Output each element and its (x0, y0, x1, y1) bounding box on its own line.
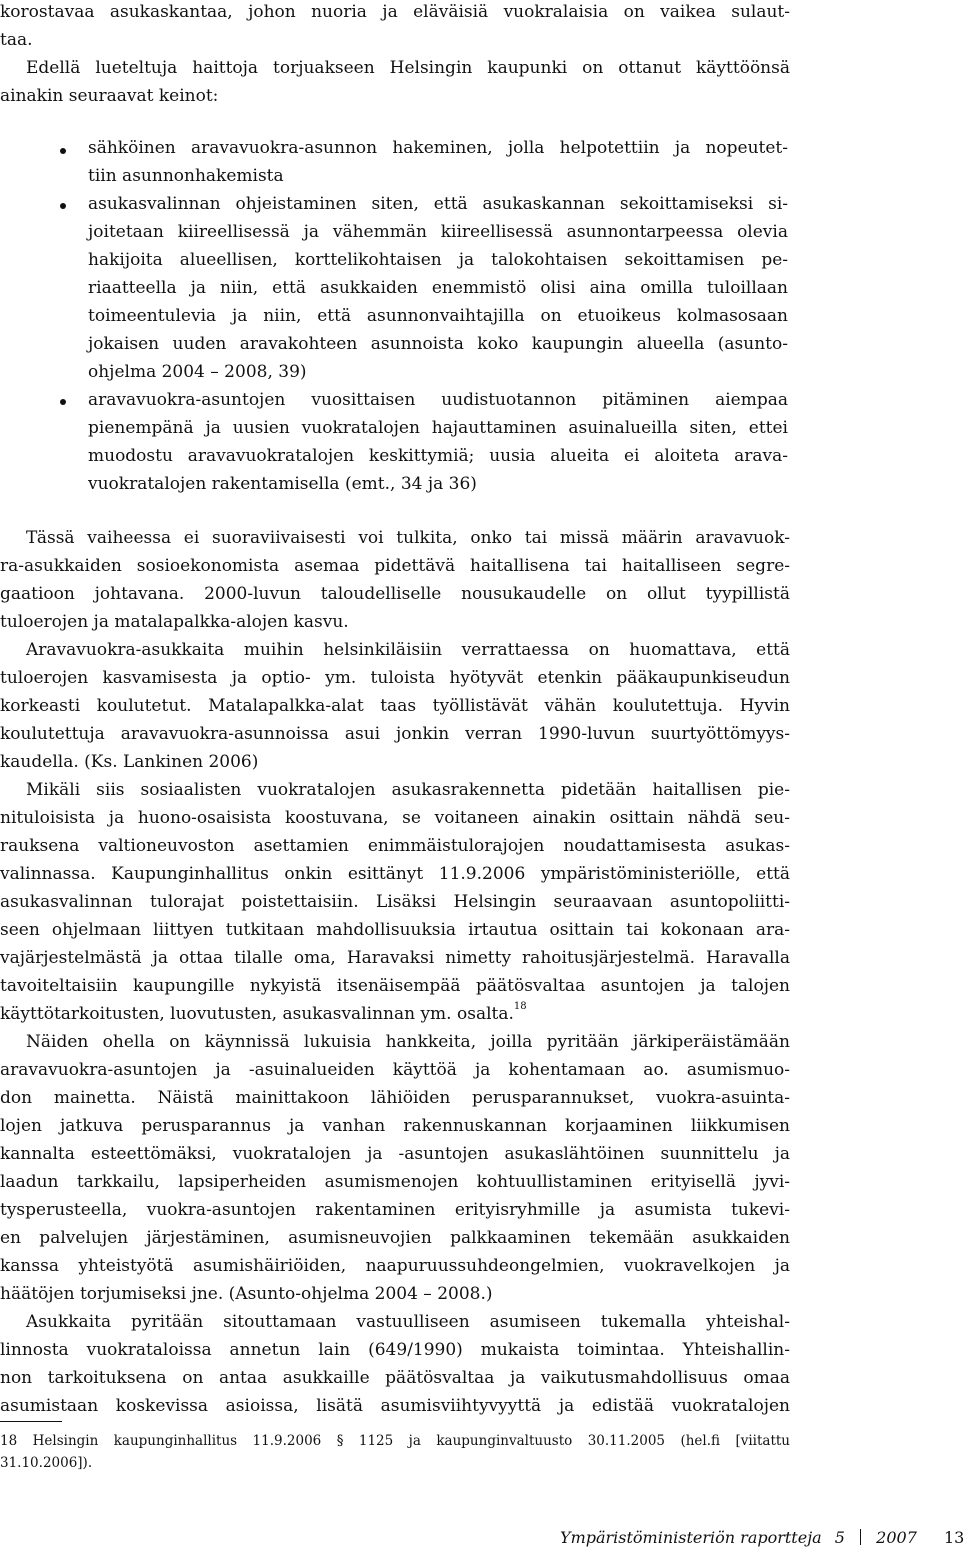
body-line: lojen jatkuva perusparannus ja vanhan rakennuskannan korjaaminen liikkumisen (0, 1116, 790, 1136)
page-footer (560, 1524, 964, 1552)
list-item-line: pienempänä ja uusien vuokratalojen hajauttaminen asuinalueilla siten, ettei (88, 418, 788, 438)
body-line: valinnassa. Kaupunginhallitus onkin esittänyt 11.9.2006 ympäristöministeriölle, että (0, 864, 790, 884)
footer-series-number: 5 (834, 1528, 845, 1547)
body-line: Aravavuokra-asukkaita muihin helsinkiläisiin verrattaessa on huomattava, että (26, 640, 790, 660)
body-line: tavoiteltaisiin kaupungille nykyistä itsenäisempää päätösvaltaa asuntojen ja talojen (0, 976, 790, 996)
list-item-line: hakijoita alueellisen, korttelikohtaisen ja talokohtaisen sekoittamisen pe- (88, 250, 788, 270)
list-item-line: sähköinen aravavuokra-asunnon hakeminen, jolla helpotettiin ja nopeutet- (88, 138, 788, 158)
body-line: asumistaan koskevissa asioissa, lisätä asumisviihtyvyyttä ja edistää vuokratalojen (0, 1396, 790, 1416)
bullet-icon (60, 399, 66, 405)
body-line: korostavaa asukaskantaa, johon nuoria ja eläväisiä vuokralaisia on vaikea sulaut- (0, 2, 790, 22)
body-line: vajärjestelmästä ja ottaa tilalle oma, Haravaksi nimetty rahoitusjärjestelmä. Haravalla (0, 948, 790, 968)
body-line: rauksena valtioneuvoston asettamien enimmäistulorajojen noudattamisesta asukas- (0, 836, 790, 856)
body-line: ainakin seuraavat keinot: (0, 86, 219, 106)
footnote-line: 31.10.2006]). (0, 1455, 93, 1471)
body-line: häätöjen torjumiseksi jne. (Asunto-ohjelma 2004 – 2008.) (0, 1284, 493, 1304)
body-line: korkeasti koulutetut. Matalapalkka-alat taas työllistävät vähän koulutettuja. Hyvin (0, 696, 790, 716)
bullet-icon (60, 148, 66, 154)
footer-series-title: Ympäristöministeriön raportteja (560, 1528, 822, 1547)
list-item-line: asukasvalinnan ohjeistaminen siten, että asukaskannan sekoittamiseksi si- (88, 194, 788, 214)
bullet-icon (60, 203, 66, 209)
list-item-line: riaatteella ja niin, että asukkaiden enemmistö olisi aina omilla tuloillaan (88, 278, 788, 298)
body-line: Tässä vaiheessa ei suoraviivaisesti voi tulkita, onko tai missä määrin aravavuok- (26, 528, 790, 548)
body-line: taa. (0, 30, 33, 50)
body-line: kannalta esteettömäksi, vuokratalojen ja -asuntojen asukaslähtöinen suunnittelu ja (0, 1144, 790, 1164)
body-line: nituloisista ja huono-osaisista koostuvana, se voitaneen ainakin osittain nähdä seu- (0, 808, 790, 828)
list-item-line: vuokratalojen rakentamisella (emt., 34 ja 36) (88, 474, 477, 494)
body-line (0, 1000, 790, 1028)
body-line: koulutettuja aravavuokra-asunnoissa asui jonkin verran 1990-luvun suurtyöttömyys- (0, 724, 790, 744)
body-line: tuloerojen kasvamisesta ja optio- ym. tuloista hyötyvät etenkin pääkaupunkiseudun (0, 668, 790, 688)
body-line: tysperusteella, vuokra-asuntojen rakentaminen erityisryhmille ja asumista tukevi- (0, 1200, 790, 1220)
body-line: tuloerojen ja matalapalkka-alojen kasvu. (0, 612, 349, 632)
body-line: seen ohjelmaan liittyen tutkitaan mahdollisuuksia irtautua osittain tai kokonaan ara- (0, 920, 790, 940)
page-number: 13 (943, 1528, 964, 1547)
body-line: Edellä lueteltuja haittoja torjuakseen Helsingin kaupunki on ottanut käyttöönsä (26, 58, 790, 78)
list-item-line: toimeentulevia ja niin, että asunnonvaihtajilla on etuoikeus kolmasosaan (88, 306, 788, 326)
list-item-line: muodostu aravavuokratalojen keskittymiä; uusia alueita ei aloiteta arava- (88, 446, 788, 466)
list-item-line: ohjelma 2004 – 2008, 39) (88, 362, 307, 382)
footnote-line: 18 Helsingin kaupunginhallitus 11.9.2006 § 1125 ja kaupunginvaltuusto 30.11.2005 (hel.fi [viitattu (0, 1433, 790, 1449)
list-item-line: joitetaan kiireellisessä ja vähemmän kiireellisessä asunnontarpeessa olevia (88, 222, 788, 242)
body-line: Näiden ohella on käynnissä lukuisia hankkeita, joilla pyritään järkiperäistämään (26, 1032, 790, 1052)
body-line-text: käyttötarkoitusten, luovutusten, asukasvalinnan ym. osalta. (0, 1004, 514, 1024)
footnote-marker[interactable]: 18 (513, 1001, 527, 1013)
body-line: kaudella. (Ks. Lankinen 2006) (0, 752, 259, 772)
footer-year: 2007 (876, 1528, 917, 1547)
body-line: don mainetta. Näistä mainittakoon lähiöiden perusparannukset, vuokra-asuinta- (0, 1088, 790, 1108)
body-line: Asukkaita pyritään sitouttamaan vastuulliseen asumiseen tukemalla yhteishal- (26, 1312, 790, 1332)
body-line: en palvelujen järjestäminen, asumisneuvojien palkkaaminen tekemään asukkaiden (0, 1228, 790, 1248)
list-item-line: jokaisen uuden aravakohteen asunnoista koko kaupungin alueella (asunto- (88, 334, 788, 354)
footnote-divider (0, 1421, 62, 1422)
body-line: gaatioon johtavana. 2000-luvun taloudelliselle nousukaudelle on ollut tyypillistä (0, 584, 790, 604)
body-line: asukasvalinnan tulorajat poistettaisiin. Lisäksi Helsingin seuraavaan asuntopoliitti- (0, 892, 790, 912)
body-line: Mikäli siis sosiaalisten vuokratalojen asukasrakennetta pidetään haitallisen pie- (26, 780, 790, 800)
body-line: kanssa yhteistyötä asumishäiriöiden, naapuruussuhdeongelmien, vuokravelkojen ja (0, 1256, 790, 1276)
footer-separator (860, 1529, 861, 1545)
body-line: laadun tarkkailu, lapsiperheiden asumismenojen kohtuullistaminen erityisellä jyvi- (0, 1172, 790, 1192)
body-line: non tarkoituksena on antaa asukkaille päätösvaltaa ja vaikutusmahdollisuus omaa (0, 1368, 790, 1388)
body-line: ra-asukkaiden sosioekonomista asemaa pidettävä haitallisena tai haitalliseen segre- (0, 556, 790, 576)
list-item-line: aravavuokra-asuntojen vuosittaisen uudistuotannon pitäminen aiempaa (88, 390, 788, 410)
body-line: linnosta vuokrataloissa annetun lain (649/1990) mukaista toimintaa. Yhteishallin- (0, 1340, 790, 1360)
list-item-line: tiin asunnonhakemista (88, 166, 284, 186)
body-line: aravavuokra-asuntojen ja -asuinalueiden käyttöä ja kohentamaan ao. asumismuo- (0, 1060, 790, 1080)
